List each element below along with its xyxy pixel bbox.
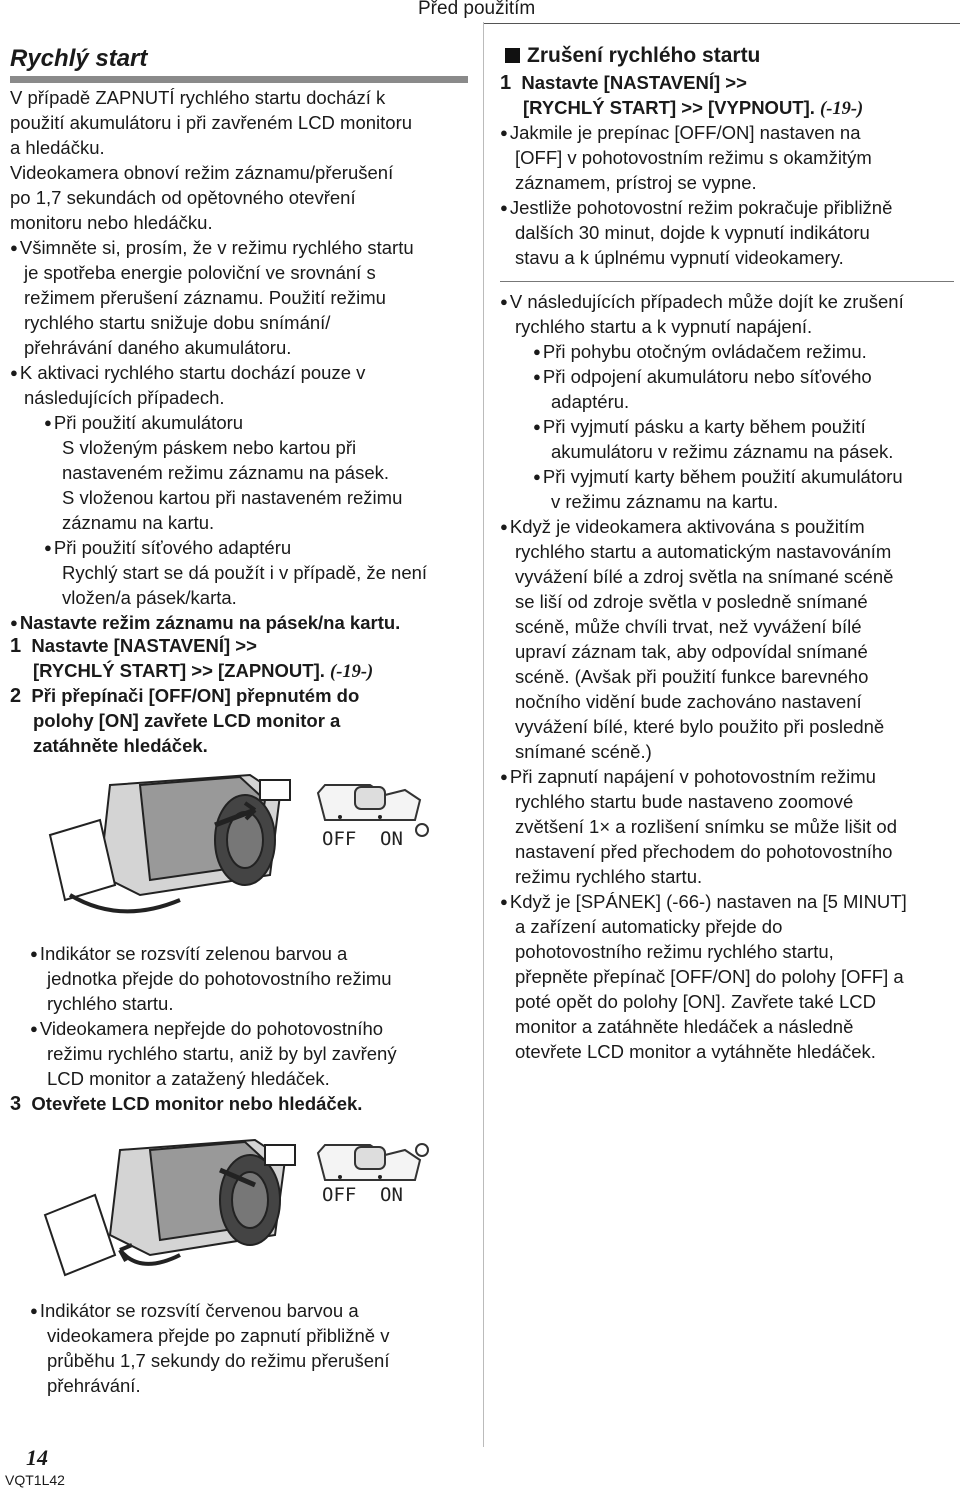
running-header: Před použitím	[418, 0, 536, 19]
text-line: režimem přerušení záznamu. Použití režimu	[24, 287, 386, 308]
text-line: jednotka přejde do pohotovostního režimu	[47, 968, 392, 989]
page-number: 14	[26, 1445, 48, 1470]
step-number: 3	[10, 1093, 22, 1115]
text-line: a hledáčku.	[10, 137, 105, 158]
bullet-item: ● K aktivaci rychlého startu dochází pouze v	[10, 360, 365, 385]
switch-on-label: ON	[380, 828, 403, 850]
step-2-line-2: polohy [ON] zavřete LCD monitor a	[33, 710, 341, 731]
step-3	[10, 1091, 362, 1117]
camcorder-open-illustration	[40, 1125, 440, 1290]
text-line: Rychlý start se dá použít i v případě, že není	[62, 562, 428, 583]
text-line: rychlého startu bude nastaveno zoomové	[515, 791, 854, 812]
text-line: následujících případech.	[24, 387, 225, 408]
step-2-line-3: zatáhněte hledáček.	[33, 735, 208, 756]
section-title-quick-start: Rychlý start	[10, 45, 148, 72]
step-1-text-a: Nastavte [NASTAVENÍ] >>	[31, 635, 257, 656]
text-line: vyvážení bílé, které bylo použito při posledně	[515, 716, 885, 737]
switch-off-label: OFF	[322, 828, 357, 850]
text-line: zvětšení 1× a rozlišení snímku se může lišit od	[515, 816, 897, 837]
text-line: Videokamera obnoví režim záznamu/přerušení	[10, 162, 394, 183]
text-line: vložen/a pásek/karta.	[62, 587, 237, 608]
text-line: akumulátoru v režimu záznamu na pásek.	[551, 441, 894, 462]
text-line: stavu a k úplnému vypnutí videokamery.	[515, 247, 844, 268]
text-line: se liší od zdroje světla v posledně snímané	[515, 591, 868, 612]
text-line: režimu rychlého startu, aniž by byl zavřený	[47, 1043, 397, 1064]
document-code: VQT1L42	[5, 1472, 65, 1488]
on-dot	[378, 815, 382, 819]
text-line: LCD monitor a zatažený hledáček.	[47, 1068, 330, 1089]
bullet-item: ● Když je [SPÁNEK] (-66-) nastaven na [5 MINUT]	[500, 889, 907, 914]
step-1-line-a	[10, 633, 257, 659]
text-line: nastavení před přechodem do pohotovostního	[515, 841, 893, 862]
right-step-1-text-b: [RYCHLÝ START] >> [VYPNOUT].	[523, 97, 815, 118]
bullet-item: ● Indikátor se rozsvítí zelenou barvou a	[30, 941, 347, 966]
off-dot	[338, 815, 342, 819]
text-line: po 1,7 sekundách od opětovného otevření	[10, 187, 356, 208]
step-number: 1	[500, 72, 512, 94]
square-bullet-icon	[505, 48, 520, 63]
text-line: scéně. (Avšak při použití funkce barevného	[515, 666, 869, 687]
off-dot	[338, 1175, 342, 1179]
text-line: otevřete LCD monitor a vytáhněte hledáček.	[515, 1041, 876, 1062]
bullet-item: ● Jestliže pohotovostní režim pokračuje přibližně	[500, 195, 892, 220]
bullet-item: ● Videokamera nepřejde do pohotovostního	[30, 1016, 383, 1041]
text-line: režimu rychlého startu.	[515, 866, 703, 887]
section-title-text: Zrušení rychlého startu	[527, 44, 761, 67]
bullet-item: ● Při zapnutí napájení v pohotovostním režimu	[500, 764, 876, 789]
text-line: a zařízení automaticky přejde do	[515, 916, 783, 937]
text-line: [OFF] v pohotovostním režimu s okamžitým	[515, 147, 872, 168]
text-line: vyvážení bílé a zdroj světla na snímané scéně	[515, 566, 894, 587]
title-rule	[10, 76, 468, 83]
text-line: rychlého startu snižuje dobu snímání/	[24, 312, 331, 333]
text-line: adaptéru.	[551, 391, 630, 412]
text-line: přehrávání.	[47, 1375, 141, 1396]
text-line: přepněte přepínač [OFF/ON] do polohy [OFF] a	[515, 966, 904, 987]
text-line: nočního vidění bude zachováno nastavení	[515, 691, 862, 712]
switch-on-label: ON	[380, 1184, 403, 1206]
step-1-text-b: [RYCHLÝ START] >> [ZAPNOUT].	[33, 660, 325, 681]
text-line: rychlého startu.	[47, 993, 174, 1014]
step-number: 1	[10, 635, 22, 657]
bullet-item: ● Když je videokamera aktivována s použitím	[500, 514, 865, 539]
text-line: snímané scéně.)	[515, 741, 652, 762]
text-line: monitoru nebo hledáčku.	[10, 212, 213, 233]
text-line: použití akumulátoru i při zavřeném LCD monitoru	[10, 112, 413, 133]
bullet-item: ● Při odpojení akumulátoru nebo síťového	[533, 364, 872, 389]
step-1-line-b	[33, 658, 373, 685]
bullet-item: ● V následujících případech může dojít ke zrušení	[500, 289, 904, 314]
text-line: monitor a zatáhněte hledáček a následně	[515, 1016, 854, 1037]
text-line: poté opět do polohy [ON]. Zavřete také LCD	[515, 991, 876, 1012]
page-reference: (-19-)	[330, 662, 374, 682]
text-line: upraví záznam tak, aby odpovídal snímané	[515, 641, 868, 662]
camcorder-close-illustration	[40, 765, 440, 930]
text-line: rychlého startu a automatickým nastavováním	[515, 541, 892, 562]
text-line: je spotřeba energie poloviční ve srovnání s	[24, 262, 376, 283]
text-line: dalších 30 minut, dojde k vypnutí indikátoru	[515, 222, 870, 243]
bullet-item: ● Nastavte režim záznamu na pásek/na kartu.	[10, 610, 400, 635]
bullet-item: ● Při použití akumulátoru	[44, 410, 243, 435]
column-divider	[483, 22, 484, 1447]
text-line: nastaveném režimu záznamu na pásek.	[62, 462, 390, 483]
bullet-item: ● Při pohybu otočným ovládačem režimu.	[533, 339, 867, 364]
text-line: přehrávání daného akumulátoru.	[24, 337, 292, 358]
text-line: záznamu na kartu.	[62, 512, 215, 533]
text-line: průběhu 1,7 sekundy do režimu přerušení	[47, 1350, 390, 1371]
bullet-item: ● Všimněte si, prosím, že v režimu rychlého startu	[10, 235, 414, 260]
text-line: pohotovostního režimu rychlého startu,	[515, 941, 834, 962]
text-line: scéně, může chvíli trvat, než vyvážení bílé	[515, 616, 862, 637]
page-reference: (-19-)	[820, 99, 864, 119]
switch-off-label: OFF	[322, 1184, 357, 1206]
right-step-1-line-b	[523, 95, 863, 122]
bullet-item: ● Indikátor se rozsvítí červenou barvou a	[30, 1298, 359, 1323]
text-line: S vloženou kartou při nastaveném režimu	[62, 487, 403, 508]
text-line: S vloženým páskem nebo kartou při	[62, 437, 357, 458]
right-rule	[500, 281, 954, 282]
section-title-cancel	[505, 44, 760, 68]
text-line: v režimu záznamu na kartu.	[551, 491, 779, 512]
on-dot	[378, 1175, 382, 1179]
text-line: videokamera přejde po zapnutí přibližně v	[47, 1325, 390, 1346]
bullet-item: ● Při vyjmutí pásku a karty během použití	[533, 414, 866, 439]
step-2-line-1	[10, 683, 359, 709]
step-2-text: Při přepínači [OFF/ON] přepnutém do	[31, 685, 360, 706]
right-step-1-line-a	[500, 70, 747, 96]
text-line: V případě ZAPNUTÍ rychlého startu dochází k	[10, 87, 386, 108]
bullet-item: ● Jakmile je prepínac [OFF/ON] nastaven na	[500, 120, 860, 145]
step-number: 2	[10, 685, 22, 707]
bullet-item: ● Při vyjmutí karty během použití akumulátoru	[533, 464, 903, 489]
right-step-1-text-a: Nastavte [NASTAVENÍ] >>	[521, 72, 747, 93]
text-line: záznamem, prístroj se vypne.	[515, 172, 757, 193]
header-rule	[483, 23, 960, 24]
bullet-item: ● Při použití síťového adaptéru	[44, 535, 291, 560]
text-line: rychlého startu a k vypnutí napájení.	[515, 316, 813, 337]
step-3-text: Otevřete LCD monitor nebo hledáček.	[31, 1093, 363, 1114]
